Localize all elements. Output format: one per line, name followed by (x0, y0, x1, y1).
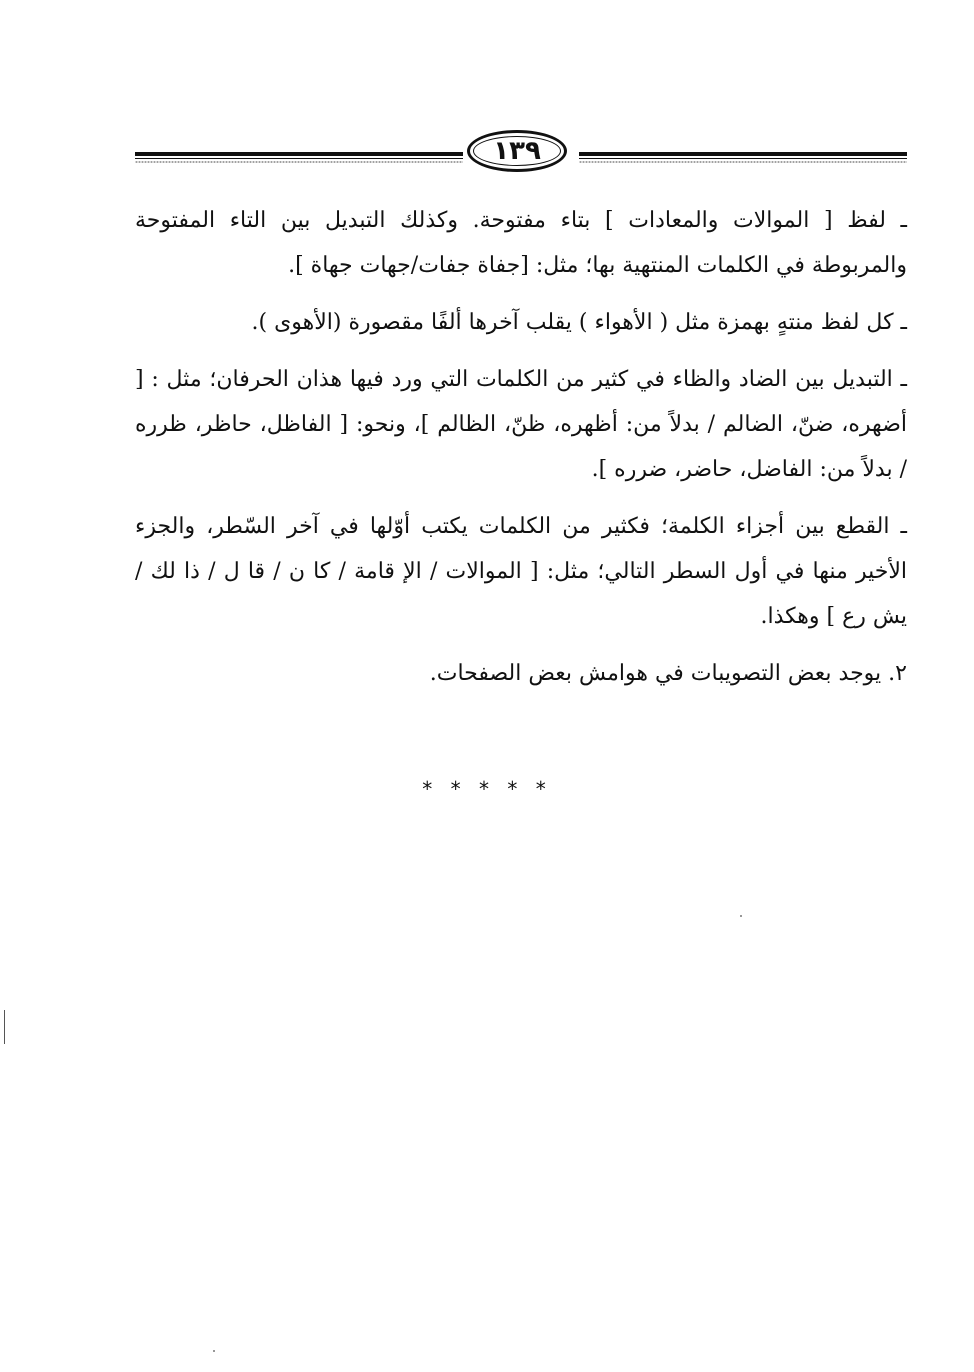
page-number: ١٣٩ (493, 136, 541, 166)
paragraph-hamza: ـ كل لفظ منتهٍ بهمزة مثل ( الأهواء ) يقلب آخرها ألفًا مقصورة (الأهوى ). (251, 310, 907, 335)
scan-speck (740, 915, 742, 917)
paragraph-dad-zha: ـ التبديل بين الضاد والظاء في كثير من الكلمات التي ورد فيها هذان الحرفان؛ مثل : [ أضهره، ضنّ، الضالم / بدلاً من: أظهره، ظنّ، الظالم ]، ونحو: [ الفاظل، حاظر، ظرره / بدلاً من: الفاضل، حاضر، ضرره ]. (135, 367, 907, 482)
numbered-note: ٢. يوجد بعض التصويبات في هوامش بعض الصفحات. (429, 661, 907, 686)
page-header (135, 122, 907, 172)
paragraph-word-splitting: ـ القطع بين أجزاء الكلمة؛ فكثير من الكلمات يكتب أوّلها في آخر السّطر، والجزء الأخير منها في أول السطر التالي؛ مثل: [ المواﻻت / الإ قامة / كا ن / قا ل / ذا لك / يش رع ] وهكذا. (135, 514, 907, 629)
header-rule-right (579, 152, 907, 162)
page-number-badge (467, 130, 567, 172)
page-body (135, 198, 907, 708)
scan-artifact (4, 1010, 5, 1044)
paragraph-ta-marbuta: ـ لفظ [ الموالات والمعادات ] بتاء مفتوحة. وكذلك التبديل بين التاء المفتوحة والمربوطة في الكلمات المنتهية بها؛ مثل: [جفاة جفات/جهات جهاة ]. (135, 208, 907, 278)
scan-speck (213, 1350, 215, 1352)
header-rule-left (135, 152, 463, 162)
section-separator: * * * * * (422, 777, 552, 801)
